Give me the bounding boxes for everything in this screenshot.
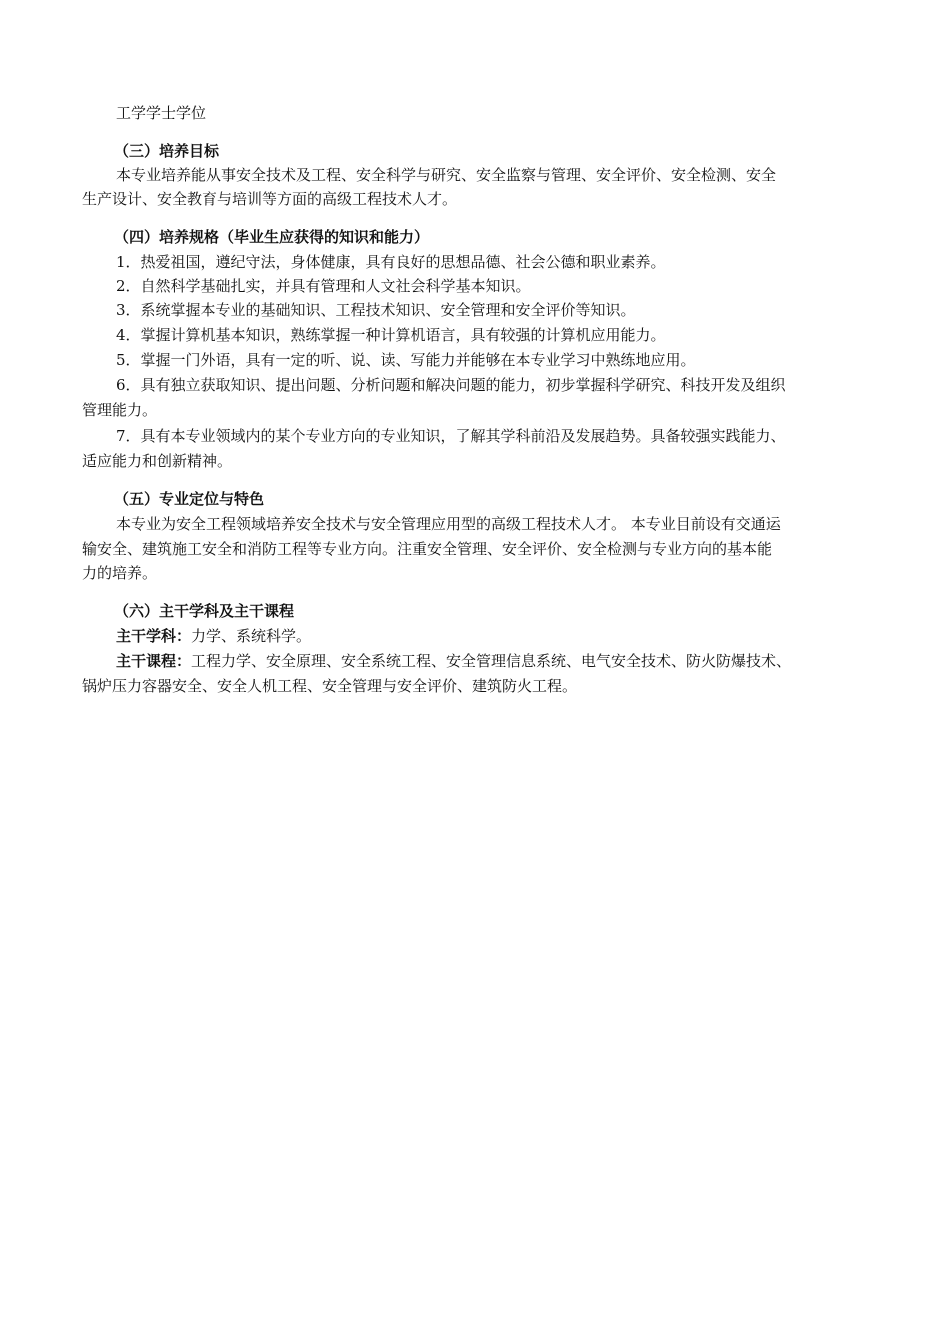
section-6-heading: （六）主干学科及主干课程: [114, 602, 295, 620]
section-6-courses-line-2: 锅炉压力容器安全、安全人机工程、安全管理与安全评价、建筑防火工程。: [82, 677, 578, 695]
section-5-paragraph-line-1: 本专业为安全工程领域培养安全技术与安全管理应用型的高级工程技术人才。 本专业目前设有交通运: [116, 515, 781, 533]
section-4-item-3: 3．系统掌握本专业的基础知识、工程技术知识、安全管理和安全评价等知识。: [116, 301, 636, 319]
section-4-heading: （四）培养规格（毕业生应获得的知识和能力）: [114, 228, 430, 246]
courses-value-line-1: 工程力学、安全原理、安全系统工程、安全管理信息系统、电气安全技术、防火防爆技术、: [191, 652, 792, 670]
courses-label: 主干课程：: [116, 652, 192, 670]
section-4-item-7-continuation: 适应能力和创新精神。: [82, 452, 233, 470]
section-4-item-5: 5．掌握一门外语，具有一定的听、说、读、写能力并能够在本专业学习中熟练地应用。: [116, 351, 696, 369]
section-6-disciplines: [82, 624, 916, 648]
section-3-paragraph-line-1: 本专业培养能从事安全技术及工程、安全科学与研究、安全监察与管理、安全评价、安全检测、安全: [116, 166, 777, 184]
section-3-paragraph-line-2: 生产设计、安全教育与培训等方面的高级工程技术人才。: [82, 190, 458, 208]
section-5-paragraph-line-3: 力的培养。: [82, 564, 158, 582]
disciplines-label: 主干学科：: [116, 627, 192, 645]
section-4-item-7: 7．具有本专业领域内的某个专业方向的专业知识，了解其学科前沿及发展趋势。具备较强实践能力、: [116, 427, 786, 445]
section-5-heading: （五）专业定位与特色: [114, 490, 265, 508]
section-5-paragraph-line-2: 输安全、建筑施工安全和消防工程等专业方向。注重安全管理、安全评价、安全检测与专业方向的基本能: [82, 540, 773, 558]
disciplines-value: 力学、系统科学。: [191, 627, 312, 645]
section-4-item-2: 2．自然科学基础扎实，并具有管理和人文社会科学基本知识。: [116, 277, 531, 295]
section-4-item-6-continuation: 管理能力。: [82, 401, 158, 419]
section-3-heading: （三）培养目标: [114, 142, 220, 160]
section-6-courses-line-1: [82, 649, 916, 673]
section-4-item-1: 1．热爱祖国，遵纪守法，身体健康，具有良好的思想品德、社会公德和职业素养。: [116, 253, 666, 271]
section-4-item-6: 6．具有独立获取知识、提出问题、分析问题和解决问题的能力，初步掌握科学研究、科技开发及组织: [116, 376, 786, 394]
section-4-item-4: 4．掌握计算机基本知识，熟练掌握一种计算机语言，具有较强的计算机应用能力。: [116, 326, 666, 344]
degree-line: 工学学士学位: [116, 104, 207, 122]
